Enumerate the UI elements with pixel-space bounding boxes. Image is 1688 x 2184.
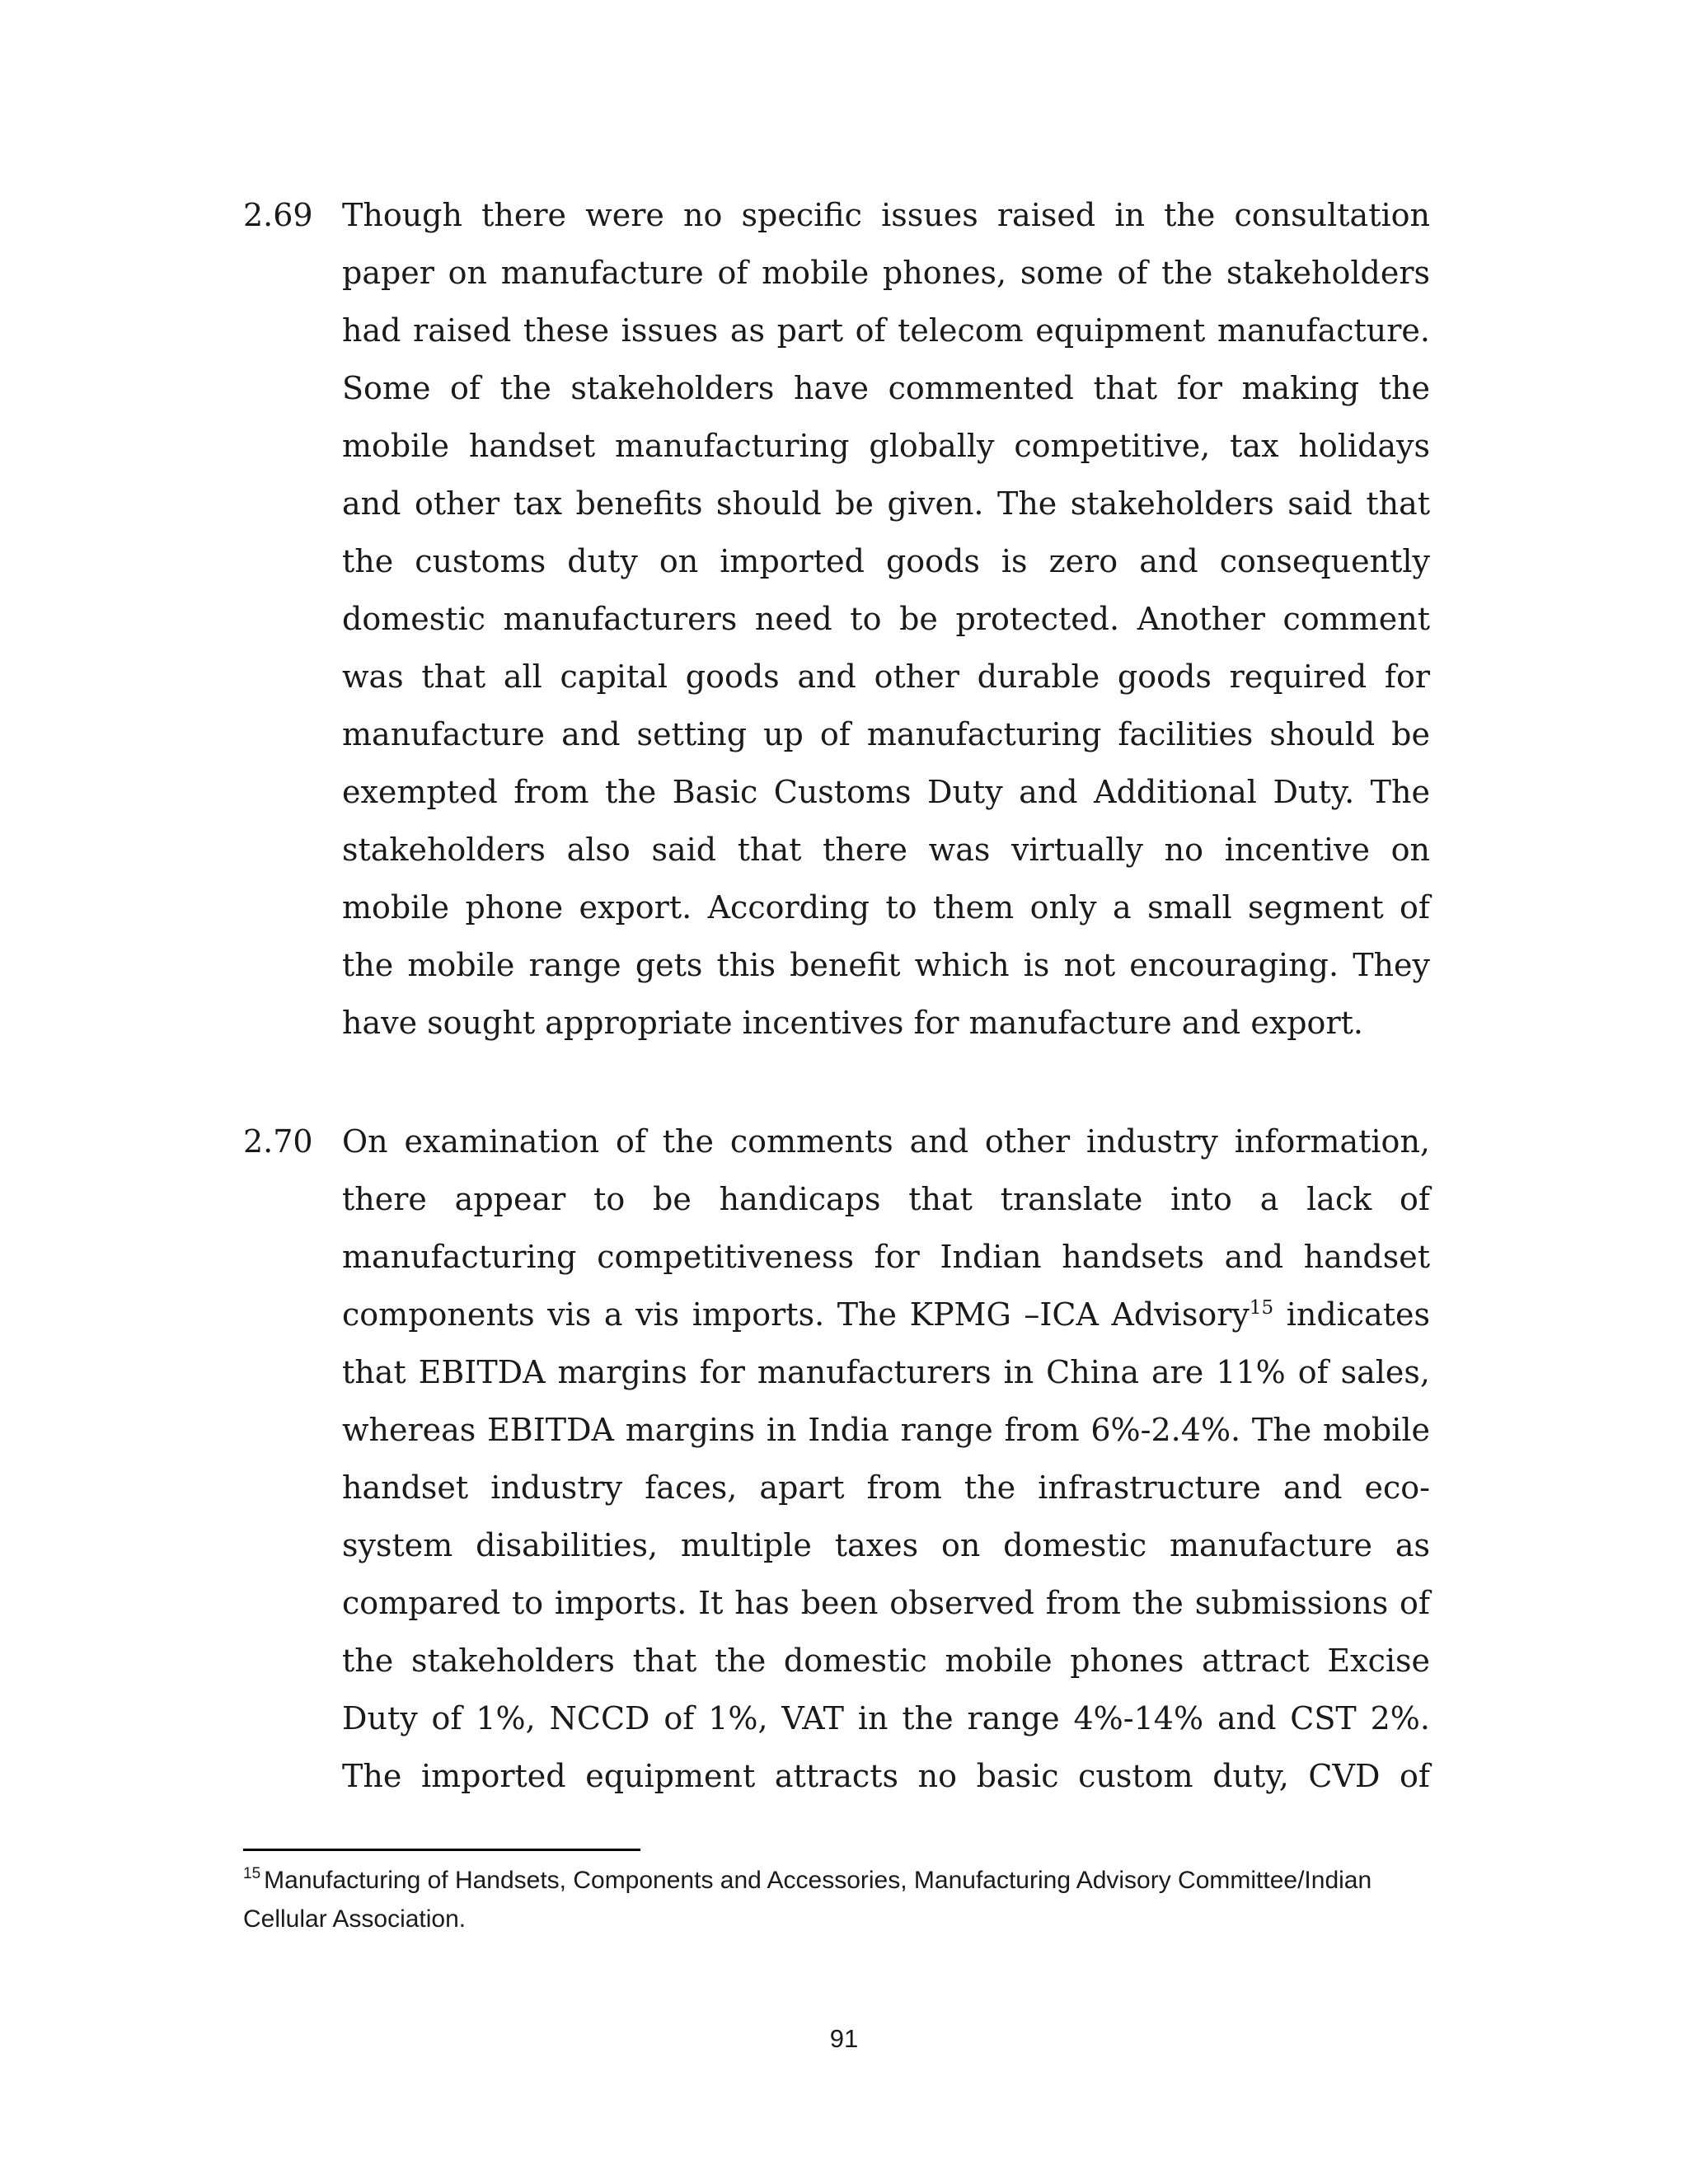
text-segment: components vis a vis imports. The KPMG –ICA Advisory — [342, 1296, 1250, 1333]
footnote-reference[interactable]: 15 — [1249, 1297, 1274, 1319]
text-line: whereas EBITDA margins in India range from 6%-2.4%. The mobile — [342, 1412, 1430, 1448]
text-line: the stakeholders that the domestic mobile phones attract Excise — [342, 1643, 1430, 1679]
text-line: exempted from the Basic Customs Duty and Additional Duty. The — [342, 774, 1430, 810]
text-line-with-footnote-ref — [342, 1286, 1430, 1343]
footnote-mark: 15 — [243, 1865, 261, 1882]
footnote-separator — [243, 1849, 640, 1851]
text-line: that EBITDA margins for manufacturers in China are 11% of sales, — [342, 1354, 1430, 1390]
page-number: 91 — [829, 2024, 859, 2053]
text-line: compared to imports. It has been observed from the submissions of — [342, 1585, 1430, 1621]
paragraph-number: 2.69 — [243, 197, 313, 233]
text-line: manufacturing competitiveness for Indian handsets and handset — [342, 1239, 1430, 1275]
text-line: there appear to be handicaps that translate into a lack of — [342, 1181, 1430, 1217]
text-line: On examination of the comments and other industry information, — [342, 1123, 1430, 1160]
paragraph-2-69 — [243, 186, 1430, 1052]
footnote — [243, 1861, 1438, 1938]
text-line: had raised these issues as part of telecom equipment manufacture. — [342, 312, 1430, 349]
text-segment: indicates — [1273, 1296, 1431, 1333]
text-line: manufacture and setting up of manufacturing facilities should be — [342, 716, 1430, 752]
text-line: have sought appropriate incentives for manufacture and export. — [342, 1005, 1363, 1041]
text-line: the customs duty on imported goods is zero and consequently — [342, 543, 1430, 579]
text-line: mobile phone export. According to them only a small segment of — [342, 889, 1430, 926]
text-line: the mobile range gets this benefit which is not encouraging. They — [342, 947, 1430, 983]
text-line: paper on manufacture of mobile phones, some of the stakeholders — [342, 255, 1430, 291]
text-line: Some of the stakeholders have commented that for making the — [342, 370, 1430, 406]
text-line: The imported equipment attracts no basic custom duty, CVD of — [342, 1758, 1430, 1794]
text-line: was that all capital goods and other durable goods required for — [342, 658, 1430, 695]
text-line: Though there were no specific issues raised in the consultation — [342, 197, 1430, 233]
text-line: mobile handset manufacturing globally competitive, tax holidays — [342, 428, 1430, 464]
text-line: domestic manufacturers need to be protected. Another comment — [342, 601, 1430, 637]
footnote-text: Manufacturing of Handsets, Components and Accessories, Manufacturing Advisory Committee/Indian Cellular Association. — [243, 1867, 1372, 1933]
paragraph-2-70 — [243, 1113, 1430, 1805]
text-line: Duty of 1%, NCCD of 1%, VAT in the range 4%-14% and CST 2%. — [342, 1700, 1430, 1736]
text-line: system disabilities, multiple taxes on domestic manufacture as — [342, 1527, 1430, 1563]
paragraph-body — [342, 1113, 1430, 1805]
text-line: handset industry faces, apart from the infrastructure and eco- — [342, 1469, 1430, 1506]
text-line: and other tax benefits should be given. The stakeholders said that — [342, 485, 1430, 522]
text-line: stakeholders also said that there was virtually no incentive on — [342, 832, 1430, 868]
paragraph-number: 2.70 — [243, 1123, 313, 1160]
paragraph-body — [342, 186, 1430, 1052]
